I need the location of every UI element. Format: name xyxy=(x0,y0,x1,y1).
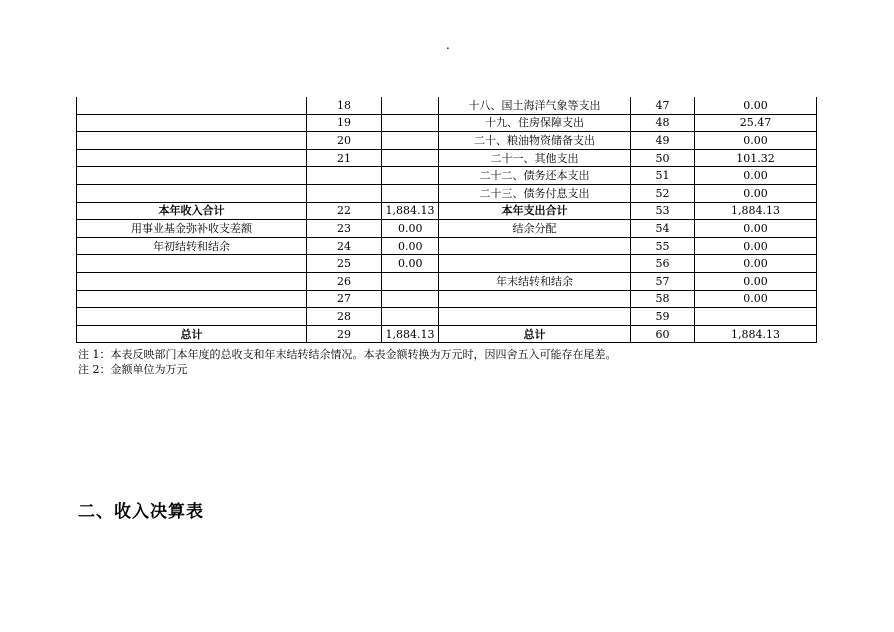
income-amount xyxy=(382,184,439,202)
income-grand-total-label: 总计 xyxy=(77,325,307,343)
income-amount xyxy=(382,149,439,167)
income-amount xyxy=(382,272,439,290)
page-top-mark: . xyxy=(446,38,450,52)
table-row xyxy=(77,272,817,290)
expense-amount: 25.47 xyxy=(695,114,817,132)
income-amount xyxy=(382,114,439,132)
expense-row-number: 56 xyxy=(631,255,695,273)
expense-amount: 1,884.13 xyxy=(695,325,817,343)
income-row-number: 25 xyxy=(307,255,382,273)
expense-row-number: 51 xyxy=(631,167,695,185)
income-row-number: 29 xyxy=(307,325,382,343)
table-row-annual-total xyxy=(77,202,817,220)
expense-row-number: 55 xyxy=(631,237,695,255)
expense-row-number: 48 xyxy=(631,114,695,132)
income-amount xyxy=(382,167,439,185)
expense-item: 年末结转和结余 xyxy=(439,272,631,290)
income-item xyxy=(77,114,307,132)
table-row xyxy=(77,149,817,167)
expense-row-number: 52 xyxy=(631,184,695,202)
expense-row-number: 60 xyxy=(631,325,695,343)
income-row-number: 24 xyxy=(307,237,382,255)
table-row xyxy=(77,114,817,132)
expense-amount: 0.00 xyxy=(695,255,817,273)
expense-item: 结余分配 xyxy=(439,220,631,238)
table-row xyxy=(77,255,817,273)
expense-row-number: 54 xyxy=(631,220,695,238)
expense-amount: 0.00 xyxy=(695,290,817,308)
income-row-number: 27 xyxy=(307,290,382,308)
income-row-number xyxy=(307,184,382,202)
expense-amount: 1,884.13 xyxy=(695,202,817,220)
table-row xyxy=(77,308,817,326)
income-amount xyxy=(382,97,439,114)
income-row-number: 20 xyxy=(307,132,382,150)
income-item: 用事业基金弥补收支差额 xyxy=(77,220,307,238)
income-item xyxy=(77,167,307,185)
expense-row-number: 59 xyxy=(631,308,695,326)
income-item xyxy=(77,290,307,308)
income-item: 年初结转和结余 xyxy=(77,237,307,255)
income-amount xyxy=(382,290,439,308)
table-row xyxy=(77,290,817,308)
income-row-number: 28 xyxy=(307,308,382,326)
expense-item: 十九、住房保障支出 xyxy=(439,114,631,132)
expense-amount: 0.00 xyxy=(695,184,817,202)
income-total-label: 本年收入合计 xyxy=(77,202,307,220)
expense-item: 十八、国土海洋气象等支出 xyxy=(439,97,631,114)
table-row xyxy=(77,97,817,114)
expense-item: 二十一、其他支出 xyxy=(439,149,631,167)
expense-row-number: 47 xyxy=(631,97,695,114)
table-row-grand-total xyxy=(77,325,817,343)
income-item xyxy=(77,308,307,326)
note-2: 注 2：金额单位为万元 xyxy=(78,363,188,376)
expense-total-label: 本年支出合计 xyxy=(439,202,631,220)
expense-item xyxy=(439,255,631,273)
expense-item: 二十三、债务付息支出 xyxy=(439,184,631,202)
income-item xyxy=(77,97,307,114)
income-row-number: 18 xyxy=(307,97,382,114)
expense-amount: 0.00 xyxy=(695,132,817,150)
expense-row-number: 50 xyxy=(631,149,695,167)
table-row xyxy=(77,237,817,255)
section-heading: 二、收入决算表 xyxy=(78,502,204,522)
income-amount: 0.00 xyxy=(382,220,439,238)
expense-item: 二十二、债务还本支出 xyxy=(439,167,631,185)
expense-item xyxy=(439,290,631,308)
income-amount: 0.00 xyxy=(382,237,439,255)
income-item xyxy=(77,132,307,150)
income-amount xyxy=(382,308,439,326)
income-row-number xyxy=(307,167,382,185)
expense-row-number: 57 xyxy=(631,272,695,290)
expense-amount: 0.00 xyxy=(695,97,817,114)
expense-amount: 0.00 xyxy=(695,220,817,238)
income-row-number: 19 xyxy=(307,114,382,132)
income-amount: 1,884.13 xyxy=(382,325,439,343)
income-item xyxy=(77,149,307,167)
expense-amount xyxy=(695,308,817,326)
table-row xyxy=(77,220,817,238)
expense-amount: 101.32 xyxy=(695,149,817,167)
expense-grand-total-label: 总计 xyxy=(439,325,631,343)
table-row xyxy=(77,184,817,202)
income-item xyxy=(77,184,307,202)
income-row-number: 23 xyxy=(307,220,382,238)
income-row-number: 21 xyxy=(307,149,382,167)
table-row xyxy=(77,167,817,185)
expense-row-number: 58 xyxy=(631,290,695,308)
expense-amount: 0.00 xyxy=(695,272,817,290)
note-1: 注 1：本表反映部门本年度的总收支和年末结转结余情况。本表金额转换为万元时，因四舍五入可能存在尾差。 xyxy=(78,348,617,361)
expense-item xyxy=(439,308,631,326)
income-item xyxy=(77,272,307,290)
income-item xyxy=(77,255,307,273)
expense-amount: 0.00 xyxy=(695,167,817,185)
income-row-number: 22 xyxy=(307,202,382,220)
expense-row-number: 49 xyxy=(631,132,695,150)
expense-item xyxy=(439,237,631,255)
table-row xyxy=(77,132,817,150)
income-row-number: 26 xyxy=(307,272,382,290)
expense-item: 二十、粮油物资储备支出 xyxy=(439,132,631,150)
expense-amount: 0.00 xyxy=(695,237,817,255)
expense-row-number: 53 xyxy=(631,202,695,220)
final-accounts-table xyxy=(76,97,817,343)
income-amount xyxy=(382,132,439,150)
income-amount: 0.00 xyxy=(382,255,439,273)
income-amount: 1,884.13 xyxy=(382,202,439,220)
